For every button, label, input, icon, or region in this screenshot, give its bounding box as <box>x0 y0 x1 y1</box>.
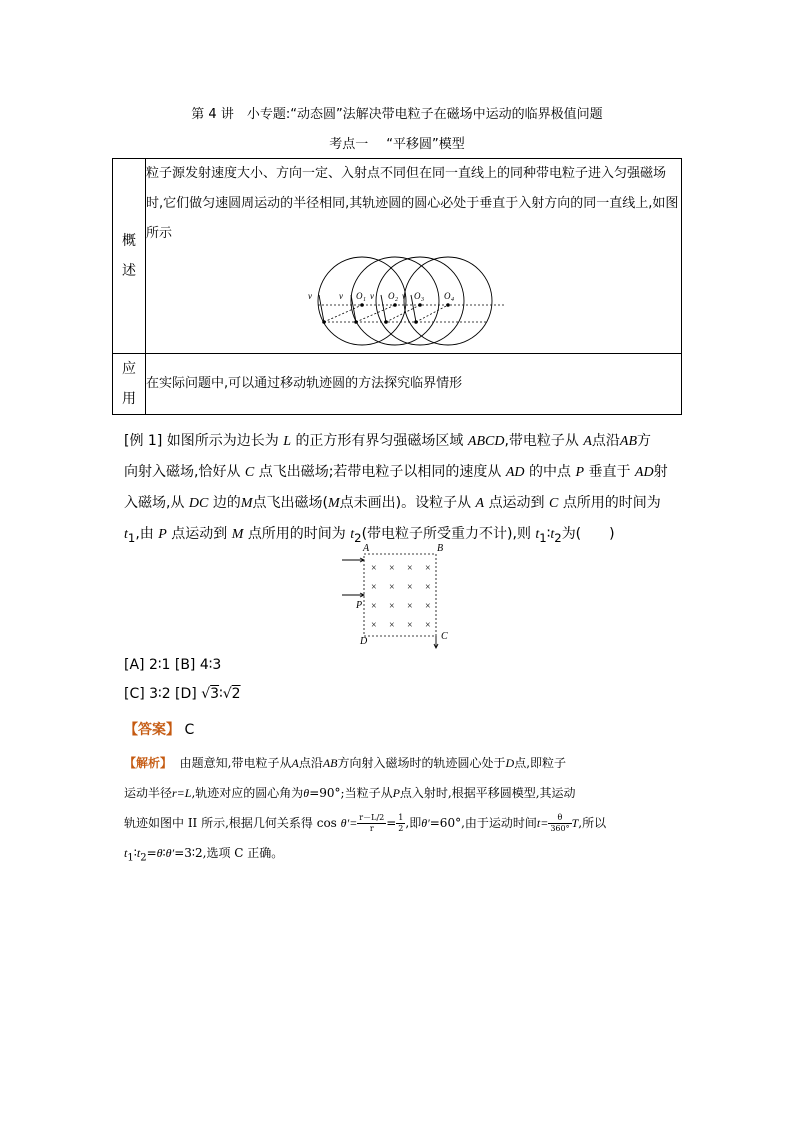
text: L <box>371 813 377 822</box>
text: 2 <box>354 530 362 545</box>
text: =3∶2,选项 C 正确。 <box>174 846 284 860</box>
text: t <box>124 527 128 542</box>
text: 的中点 <box>529 464 571 480</box>
point-label-p: P <box>356 600 363 611</box>
text: = <box>146 846 157 860</box>
options-line-1: [A] 2∶1 [B] 4∶3 <box>124 657 222 673</box>
numerator: r－L/2 <box>359 813 385 822</box>
center-dot <box>393 303 397 307</box>
text: θ′ <box>165 846 175 860</box>
corner-label-a: A <box>363 543 370 554</box>
text: C <box>244 465 255 480</box>
text: D <box>505 756 515 770</box>
center-label: O <box>356 291 363 301</box>
center-label-sub: 3 <box>421 297 424 303</box>
answer-value: C <box>184 722 195 738</box>
text: ,即 <box>405 816 422 830</box>
trajectory-circle <box>404 257 492 345</box>
text: AB <box>619 434 638 449</box>
text: = <box>386 816 397 830</box>
text: 入磁场,从 <box>124 495 185 511</box>
options-line-2 <box>124 686 241 702</box>
text: M <box>327 496 340 511</box>
field-cross: × <box>371 563 377 574</box>
numerator: 1 <box>398 813 404 822</box>
center-label: O <box>444 291 451 301</box>
text: M <box>240 496 253 511</box>
velocity-label: v <box>402 291 406 301</box>
text: t= <box>536 816 549 830</box>
text: 点运动到 <box>171 526 228 542</box>
analysis-block <box>124 748 676 873</box>
center-dot <box>418 303 422 307</box>
square-field-figure <box>338 540 458 652</box>
text: ,轨迹对应的圆心角为 <box>191 786 304 800</box>
text: 点飞出磁场( <box>252 495 328 511</box>
label-char: 概 <box>122 233 136 249</box>
field-cross: × <box>425 563 431 574</box>
corner-label-b: B <box>437 543 444 554</box>
field-cross: × <box>425 601 431 612</box>
question-line <box>124 426 676 457</box>
center-dot <box>446 303 450 307</box>
field-cross: × <box>371 620 377 631</box>
field-cross: × <box>389 601 395 612</box>
field-cross: × <box>371 601 377 612</box>
question-line <box>124 457 676 488</box>
text: 向射入磁场,恰好从 <box>124 464 241 480</box>
page-title: 第 4 讲 小专题:“动态圆”法解决带电粒子在磁场中运动的临界极值问题 <box>191 107 603 122</box>
text: 边的 <box>212 495 241 511</box>
answer-line <box>124 719 194 739</box>
denominator: r <box>369 824 374 833</box>
center-label: O <box>414 291 421 301</box>
text: C <box>549 496 559 511</box>
text: 点,即粒子 <box>514 756 567 770</box>
text: 点所用的时间为 <box>562 495 661 511</box>
answer-tag: 【答案】 <box>124 722 180 738</box>
text: 方 <box>637 433 652 449</box>
radius-line <box>386 305 420 322</box>
text: 点沿 <box>298 756 323 770</box>
radicand: 3 <box>210 686 220 702</box>
section-number: 考点一 <box>329 137 369 152</box>
analysis-line <box>124 778 676 808</box>
text: θ′ <box>421 816 430 830</box>
text: 点未画出)。设粒子从 <box>339 495 472 511</box>
text: 由题意知,带电粒子从 <box>179 756 292 770</box>
center-label: O <box>388 291 395 301</box>
text: 1 <box>127 530 136 545</box>
text: AB <box>322 756 338 770</box>
text: t <box>550 527 555 542</box>
text: 如图所示为边长为 <box>166 433 279 449</box>
text: r－ <box>359 813 372 822</box>
text: ,所以 <box>578 816 607 830</box>
text: P <box>158 527 167 542</box>
text: t <box>136 846 141 860</box>
denominator: 2 <box>398 824 404 833</box>
text: ,带电粒子从 <box>504 433 579 449</box>
text: A <box>291 756 299 770</box>
row-label-application <box>113 354 146 415</box>
analysis-line <box>124 748 676 778</box>
text: P <box>392 786 400 800</box>
text: t <box>124 846 128 860</box>
text: 点飞出磁场;若带电粒子以相同的速度从 <box>258 464 502 480</box>
text: ∶ <box>546 526 551 542</box>
text: t <box>350 527 355 542</box>
text: ∶ <box>133 846 137 860</box>
center-dot <box>360 303 364 307</box>
text: 的正方形有界匀强磁场区域 <box>295 433 464 449</box>
text: 方向射入磁场时的轨迹圆心处于 <box>337 756 506 770</box>
label-char: 述 <box>122 263 136 279</box>
text: AD <box>634 465 654 480</box>
text: 点入射时,根据平移圆模型,其运动 <box>399 786 576 800</box>
fraction <box>357 813 386 834</box>
field-cross: × <box>389 582 395 593</box>
radius-line <box>324 305 362 322</box>
text: 点沿 <box>591 433 620 449</box>
analysis-line <box>124 808 676 838</box>
text: P <box>575 465 585 480</box>
center-label-sub: 4 <box>451 297 454 303</box>
text: t <box>535 527 540 542</box>
field-cross: × <box>371 582 377 593</box>
field-cross: × <box>407 620 413 631</box>
corner-label-c: C <box>441 631 448 642</box>
table-row-application <box>113 354 682 415</box>
analysis-line <box>124 838 676 873</box>
question-line <box>124 488 676 519</box>
text: ∶ <box>162 846 166 860</box>
label-char: 用 <box>122 391 136 407</box>
radius-line <box>416 305 448 322</box>
label-char: 应 <box>122 361 136 377</box>
ratio-sign: ∶ <box>219 686 223 702</box>
text: 点所用的时间为 <box>247 526 346 542</box>
text: ABCD <box>467 434 505 449</box>
text: θ <box>303 786 310 800</box>
field-cross: × <box>389 563 395 574</box>
application-text: 在实际问题中,可以通过移动轨迹圆的方法探究临界情形 <box>146 376 463 391</box>
option-d-value <box>201 686 240 702</box>
text: A <box>475 496 485 511</box>
summary-table <box>112 158 682 415</box>
text: 垂直于 <box>588 464 631 480</box>
field-cross: × <box>407 601 413 612</box>
field-cross: × <box>425 582 431 593</box>
text: L <box>283 434 291 449</box>
radius-line <box>356 305 395 322</box>
section-name: “平移圆”模型 <box>386 137 465 152</box>
trajectory-circle <box>318 257 406 345</box>
text: 射 <box>653 464 668 480</box>
text: M <box>231 527 244 542</box>
text: A <box>583 434 592 449</box>
field-cross: × <box>407 582 413 593</box>
denominator: 360° <box>550 824 570 833</box>
text: r=L <box>172 786 192 800</box>
text: 为( ) <box>561 526 615 542</box>
numerator: θ <box>548 813 571 824</box>
example-tag: [例 1] <box>124 433 163 449</box>
table-row-overview <box>113 159 682 354</box>
text: 2 <box>554 530 562 545</box>
text: θ <box>156 846 163 860</box>
text: 1 <box>127 852 134 864</box>
text: 2 <box>140 852 147 864</box>
text: 点运动到 <box>488 495 545 511</box>
text: 运动半径 <box>124 786 173 800</box>
center-label-sub: 1 <box>363 297 366 303</box>
text: 2 <box>379 813 385 822</box>
radicand: 2 <box>231 686 241 702</box>
fraction <box>548 813 571 834</box>
text: θ′= <box>340 816 358 830</box>
text: =60°,由于运动时间 <box>429 816 537 830</box>
text: (带电粒子所受重力不计),则 <box>361 526 531 542</box>
analysis-tag: 【解析】 <box>124 756 173 770</box>
text: DC <box>188 496 209 511</box>
field-cross: × <box>407 563 413 574</box>
velocity-label: v <box>370 291 374 301</box>
field-cross: × <box>425 620 431 631</box>
translating-circles-figure <box>306 255 506 351</box>
text: T <box>571 816 579 830</box>
text: ,由 <box>135 526 154 542</box>
radical-sign: √ <box>222 686 232 702</box>
section-heading <box>0 133 794 152</box>
row-label-overview <box>113 159 146 354</box>
overview-text: 粒子源发射速度大小、方向一定、入射点不同但在同一直线上的同种带电粒子进入匀强磁场时,它们做匀速圆周运动的半径相同,其轨迹圆的圆心必处于垂直于入射方向的同一直线上,如图所示 <box>146 166 679 241</box>
application-cell <box>146 354 682 415</box>
text: AD <box>505 465 525 480</box>
text: 轨迹如图中 II 所示,根据几何关系得 cos <box>124 816 337 830</box>
example-question <box>124 426 676 553</box>
overview-cell <box>146 159 682 354</box>
velocity-label: v <box>308 291 312 301</box>
text: =90°;当粒子从 <box>309 786 393 800</box>
velocity-label: v <box>339 291 343 301</box>
text: 1 <box>539 530 547 545</box>
corner-label-d: D <box>360 636 368 647</box>
radical-sign: √ <box>201 686 211 702</box>
center-label-sub: 2 <box>395 297 398 303</box>
option-text: [C] 3∶2 [D] <box>124 686 197 702</box>
velocity-arrow <box>381 295 386 322</box>
field-cross: × <box>389 620 395 631</box>
